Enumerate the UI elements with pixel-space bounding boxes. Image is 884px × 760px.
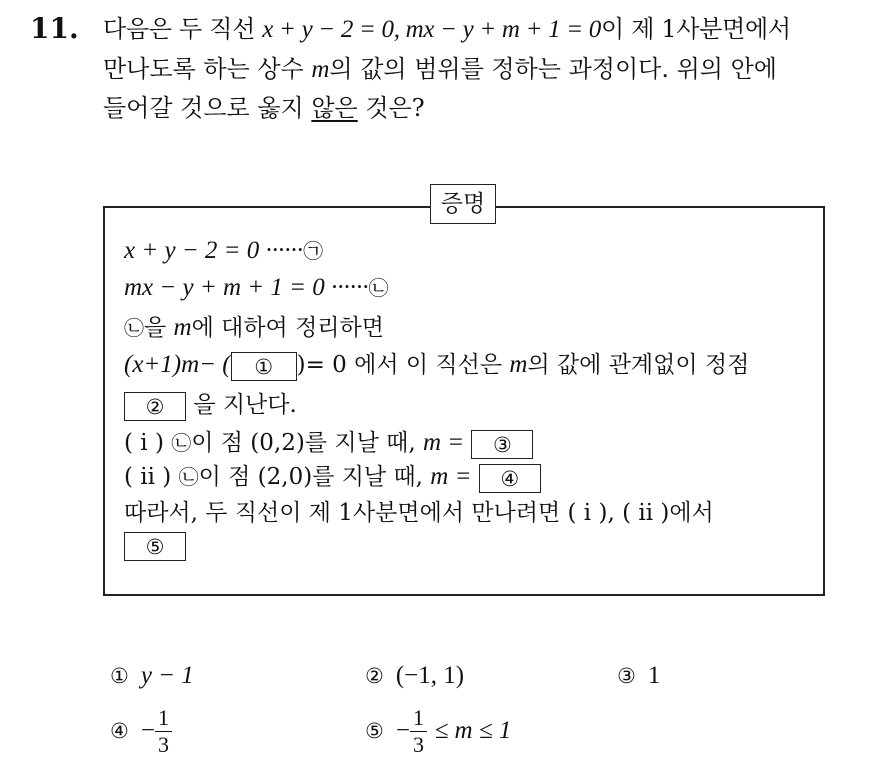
case-label: ( ii ) bbox=[124, 464, 179, 490]
proof-line-2 bbox=[124, 272, 389, 302]
fraction bbox=[155, 707, 172, 756]
blank-box-3: ③ bbox=[471, 430, 533, 459]
choice-number: ② bbox=[365, 664, 384, 688]
proof-line-1 bbox=[124, 235, 323, 265]
choice-value: 1 bbox=[647, 662, 661, 689]
proof-text: 이 점 (2,0)를 지날 때, bbox=[198, 464, 431, 490]
choice-number: ⑤ bbox=[365, 719, 384, 743]
question-line-3 bbox=[103, 89, 873, 128]
proof-title: 증명 bbox=[430, 184, 496, 224]
blank-box-1: ① bbox=[231, 352, 297, 381]
question-line-1 bbox=[103, 10, 873, 50]
choice-2[interactable] bbox=[365, 661, 464, 690]
label-nieun: ㉡ bbox=[124, 316, 144, 340]
choice-number: ④ bbox=[110, 719, 129, 743]
proof-text: 이 점 (0,2)를 지날 때, bbox=[191, 430, 423, 456]
choice-1[interactable] bbox=[110, 661, 194, 690]
equation-1: x + y − 2 = 0 ······ bbox=[124, 237, 304, 264]
denominator: 3 bbox=[412, 732, 424, 757]
minus-sign: − bbox=[395, 717, 410, 744]
label-giyeok: ㉠ bbox=[303, 239, 324, 263]
choice-3[interactable] bbox=[617, 661, 660, 690]
variable-m: m bbox=[311, 55, 330, 83]
proof-text: 에 대하여 정리하면 bbox=[191, 315, 384, 341]
question-text bbox=[103, 10, 873, 128]
line-equations: x + y − 2 = 0, mx − y + m + 1 = 0 bbox=[262, 16, 601, 43]
proof-line-3 bbox=[124, 309, 384, 342]
question-line-2-intro: 만나도록 하는 상수 bbox=[103, 54, 312, 83]
fraction bbox=[410, 707, 427, 756]
proof-text: 을 bbox=[144, 315, 174, 341]
proof-line-4 bbox=[124, 346, 749, 381]
choice-number: ③ bbox=[617, 664, 636, 688]
denominator: 3 bbox=[157, 732, 169, 757]
rearranged-expression: (x+1)m− ( bbox=[124, 351, 231, 378]
variable-m: m bbox=[173, 314, 192, 341]
label-nieun: ㉡ bbox=[171, 431, 192, 455]
case-label: ( i ) bbox=[124, 430, 172, 456]
numerator: 1 bbox=[155, 707, 172, 732]
question-line-3-intro: 들어갈 것으로 옳지 bbox=[103, 94, 312, 122]
question-line-1-end: 이 제 1사분면에서 bbox=[600, 15, 791, 43]
question-line-1-intro: 다음은 두 직선 bbox=[103, 15, 263, 43]
label-nieun: ㉡ bbox=[178, 465, 199, 489]
choice-value: (−1, 1) bbox=[395, 662, 465, 689]
question-line-3-end: 것은? bbox=[357, 94, 425, 122]
choice-4[interactable] bbox=[110, 707, 172, 756]
equation-2: mx − y + m + 1 = 0 ······ bbox=[124, 274, 369, 301]
m-equals: m = bbox=[430, 463, 472, 490]
blank-box-2: ② bbox=[124, 392, 186, 421]
blank-box-5: ⑤ bbox=[124, 532, 186, 561]
proof-line-6 bbox=[124, 424, 533, 459]
underlined-word: 않은 bbox=[311, 94, 358, 122]
proof-line-7 bbox=[124, 458, 541, 493]
blank-box-4: ④ bbox=[479, 464, 541, 493]
proof-line-5 bbox=[124, 386, 297, 421]
inequality: ≤ m ≤ 1 bbox=[434, 717, 512, 744]
m-equals: m = bbox=[422, 429, 465, 456]
proof-text: )= 0 에서 이 직선은 bbox=[296, 352, 510, 378]
question-line-2-end: 의 값의 범위를 정하는 과정이다. 위의 안에 bbox=[329, 54, 777, 83]
proof-text: 을 지난다. bbox=[193, 392, 297, 418]
label-nieun: ㉡ bbox=[368, 276, 389, 300]
minus-sign: − bbox=[140, 717, 155, 744]
numerator: 1 bbox=[410, 707, 427, 732]
proof-line-8: 따라서, 두 직선이 제 1사분면에서 만나려면 ( i ), ( ii )에서 bbox=[124, 500, 714, 526]
choice-value: y − 1 bbox=[140, 662, 194, 689]
proof-text: 의 값에 관계없이 정점 bbox=[527, 352, 750, 378]
question-line-2 bbox=[103, 50, 873, 90]
choice-number: ① bbox=[110, 664, 129, 688]
variable-m: m bbox=[509, 351, 528, 378]
question-number: 11. bbox=[30, 12, 79, 45]
proof-line-9 bbox=[124, 532, 186, 561]
choice-5[interactable] bbox=[365, 707, 511, 756]
